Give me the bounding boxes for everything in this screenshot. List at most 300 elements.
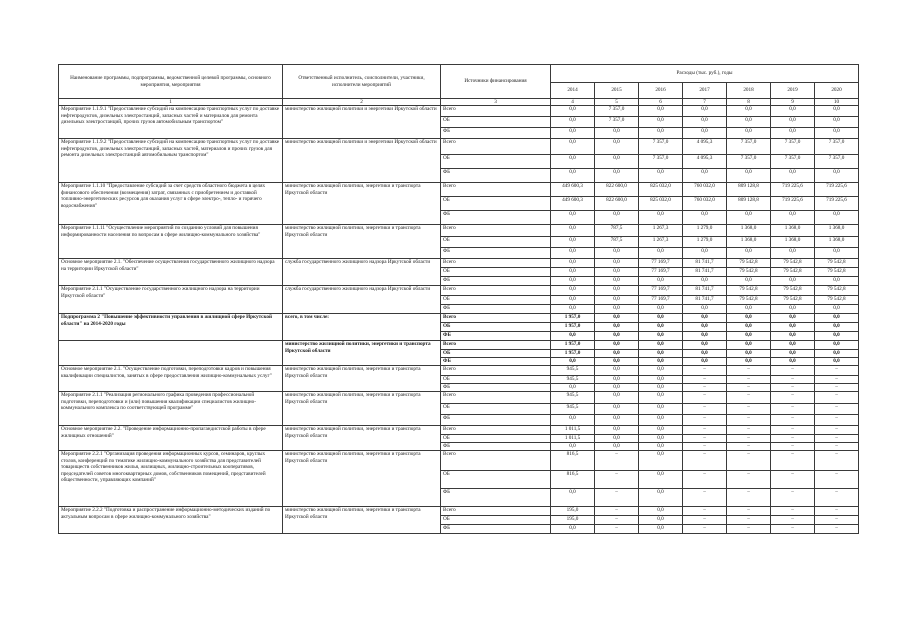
column-index: 5: [595, 99, 639, 106]
expense-value: 825 032,0: [639, 183, 683, 197]
expense-value: 0,0: [595, 376, 639, 384]
expense-value: 0,0: [683, 277, 727, 286]
expense-value: 0,0: [727, 248, 771, 259]
expense-value: –: [815, 426, 859, 435]
expense-value: 760 032,0: [683, 197, 727, 211]
header-year: 2020: [815, 83, 859, 99]
funding-source: ФБ: [441, 277, 551, 286]
item-name: Мероприятие 1.1.9.1 "Предоставление субсидий на компенсацию транспортных услуг по доставке нефтепродуктов, дизельных электростанций, запасных частей и материалов для ремонта дизельных электростанций, прочих грузов автомобильным транспортом": [59, 106, 283, 139]
expense-value: 1 957,0: [551, 323, 595, 332]
expense-value: 719 225,6: [815, 183, 859, 197]
expense-value: –: [595, 471, 639, 489]
expense-value: 822 600,0: [595, 183, 639, 197]
expense-value: 0,0: [639, 314, 683, 323]
expense-value: –: [771, 525, 815, 534]
expense-value: 0,0: [771, 358, 815, 366]
funding-source: ФБ: [441, 169, 551, 183]
expense-value: 77 169,7: [639, 296, 683, 305]
expense-value: 0,0: [771, 332, 815, 341]
item-name: Мероприятие 1.1.11 "Осуществление мероприятий по созданию условий для повышения информированности населения по вопросам в сфере жилищно-коммунального хозяйства": [59, 225, 283, 259]
expense-value: 0,0: [815, 128, 859, 139]
expense-value: –: [595, 489, 639, 507]
expense-value: 7 357,0: [815, 155, 859, 169]
header-executor: Ответственный исполнитель, соисполнители, участники, исполнители мероприятий: [283, 65, 441, 99]
header-source: Источники финансирования: [441, 65, 551, 99]
expense-value: 1 011,5: [551, 426, 595, 435]
expense-value: 760 032,0: [683, 183, 727, 197]
expense-value: 1 957,0: [551, 341, 595, 350]
expense-value: 0,0: [595, 296, 639, 305]
expense-value: 79 542,8: [815, 259, 859, 268]
expense-value: 0,0: [595, 443, 639, 451]
table-row: [59, 183, 859, 197]
expense-value: 79 542,8: [727, 296, 771, 305]
expense-value: 0,0: [727, 314, 771, 323]
expense-value: 0,0: [551, 106, 595, 117]
funding-source: ФБ: [441, 525, 551, 534]
expense-value: 0,0: [639, 323, 683, 332]
expense-value: 0,0: [771, 248, 815, 259]
expense-value: –: [815, 366, 859, 376]
expense-value: –: [683, 471, 727, 489]
expense-value: 0,0: [595, 435, 639, 443]
expense-value: –: [771, 392, 815, 404]
item-name: Основное мероприятие 2.1. "Обеспечение осуществления государственного жилищного надзора на территории Иркутской области": [59, 259, 283, 286]
funding-source: Всего: [441, 225, 551, 237]
expense-value: 0,0: [595, 259, 639, 268]
expense-value: 0,0: [595, 392, 639, 404]
expense-value: 0,0: [683, 358, 727, 366]
funding-source: Всего: [441, 426, 551, 435]
expense-value: 79 542,8: [771, 268, 815, 277]
expense-value: 0,0: [551, 443, 595, 451]
expense-value: 79 542,8: [771, 296, 815, 305]
funding-source: ОБ: [441, 350, 551, 358]
expense-value: 0,0: [815, 106, 859, 117]
expense-value: –: [683, 404, 727, 415]
expense-value: 0,0: [639, 451, 683, 471]
funding-source: Всего: [441, 106, 551, 117]
expense-value: 0,0: [595, 248, 639, 259]
expense-value: 77 169,7: [639, 259, 683, 268]
expense-value: 0,0: [683, 211, 727, 225]
expense-value: 822 600,0: [595, 197, 639, 211]
expense-value: 0,0: [727, 341, 771, 350]
expense-value: –: [595, 516, 639, 525]
expense-value: 945,5: [551, 392, 595, 404]
funding-source: ОБ: [441, 296, 551, 305]
expense-value: 0,0: [639, 415, 683, 426]
expense-value: 0,0: [551, 277, 595, 286]
expense-value: 0,0: [815, 314, 859, 323]
expense-value: 0,0: [771, 211, 815, 225]
item-executor: министерство жилищной политики, энергетики и транспорта Иркутской области: [283, 426, 441, 451]
expense-value: 809 128,8: [727, 197, 771, 211]
expense-value: 0,0: [771, 314, 815, 323]
expense-value: 81 741,7: [683, 286, 727, 296]
expense-value: 0,0: [815, 211, 859, 225]
funding-source: ФБ: [441, 332, 551, 341]
expense-value: 0,0: [683, 305, 727, 314]
expense-value: 0,0: [595, 415, 639, 426]
item-name: Мероприятие 1.1.9.2 "Предоставление субсидий на компенсацию транспортных услуг по доставке нефтепродуктов, дизельных электростанций, запасных частей, материалов и прочих грузов для ремонта дизельных электростанций автомобильным транспортом": [59, 139, 283, 183]
expense-value: –: [771, 489, 815, 507]
expense-value: 1 368,0: [815, 225, 859, 237]
item-executor: министерство жилищной политики, энергетики и транспорта Иркутской области: [283, 451, 441, 507]
expense-value: 0,0: [727, 323, 771, 332]
expense-value: –: [595, 525, 639, 534]
expense-value: 0,0: [683, 117, 727, 128]
funding-source: ОБ: [441, 376, 551, 384]
expense-value: 1 368,0: [771, 237, 815, 248]
expense-value: 0,0: [683, 350, 727, 358]
funding-source: Всего: [441, 314, 551, 323]
expense-value: 7 357,0: [595, 117, 639, 128]
expense-value: –: [727, 525, 771, 534]
expense-value: 0,0: [639, 128, 683, 139]
expense-value: 0,0: [771, 341, 815, 350]
column-index: 1: [59, 99, 283, 106]
item-executor: министерство жилищной политики, энергетики и транспорта Иркутской области: [283, 507, 441, 534]
header-year: 2019: [771, 83, 815, 99]
funding-source: ОБ: [441, 155, 551, 169]
expense-value: 0,0: [639, 106, 683, 117]
funding-source: ФБ: [441, 248, 551, 259]
expense-value: 0,0: [727, 277, 771, 286]
expense-value: 0,0: [639, 516, 683, 525]
funding-source: ФБ: [441, 443, 551, 451]
expense-value: 81 741,7: [683, 259, 727, 268]
expense-value: 0,0: [639, 507, 683, 516]
expense-value: 816,5: [551, 471, 595, 489]
expense-value: 0,0: [595, 341, 639, 350]
expense-value: 719 225,6: [771, 183, 815, 197]
table-row: [59, 392, 859, 404]
expense-value: 0,0: [639, 305, 683, 314]
expense-value: –: [683, 384, 727, 392]
expense-value: –: [727, 435, 771, 443]
funding-source: ФБ: [441, 128, 551, 139]
column-index: 3: [441, 99, 551, 106]
expense-value: 0,0: [727, 358, 771, 366]
expense-value: 0,0: [815, 341, 859, 350]
expense-value: –: [815, 384, 859, 392]
expense-value: 0,0: [727, 350, 771, 358]
expense-value: 0,0: [595, 358, 639, 366]
expense-value: 0,0: [815, 305, 859, 314]
table-row: [59, 426, 859, 435]
expense-value: 0,0: [727, 211, 771, 225]
expense-value: –: [683, 435, 727, 443]
expense-value: 1 957,0: [551, 350, 595, 358]
expense-value: 195,0: [551, 516, 595, 525]
expense-value: 945,5: [551, 404, 595, 415]
expense-value: 79 542,8: [815, 286, 859, 296]
expense-value: 0,0: [639, 525, 683, 534]
expense-value: 81 741,7: [683, 296, 727, 305]
column-index: 8: [727, 99, 771, 106]
expense-value: –: [815, 451, 859, 471]
expense-value: 0,0: [551, 128, 595, 139]
header-year: 2017: [683, 83, 727, 99]
expense-value: 0,0: [815, 248, 859, 259]
expense-value: 0,0: [551, 268, 595, 277]
expense-value: 0,0: [595, 139, 639, 155]
expense-value: –: [683, 392, 727, 404]
expense-value: 0,0: [815, 350, 859, 358]
expense-value: 0,0: [771, 169, 815, 183]
expense-value: 79 542,8: [727, 286, 771, 296]
expense-value: 0,0: [815, 332, 859, 341]
expense-value: 7 357,0: [639, 155, 683, 169]
expense-value: –: [771, 443, 815, 451]
expense-value: 0,0: [551, 117, 595, 128]
expense-value: 0,0: [771, 350, 815, 358]
expense-value: 0,0: [727, 106, 771, 117]
expense-value: –: [727, 366, 771, 376]
expense-value: –: [683, 489, 727, 507]
expense-value: 1 267,3: [639, 225, 683, 237]
funding-source: ОБ: [441, 268, 551, 277]
expense-value: 0,0: [595, 384, 639, 392]
expense-value: 0,0: [595, 268, 639, 277]
item-name: Основное мероприятие 2.2. "Проведение информационно-пропагандистской работы в сфере жилищных отношений": [59, 426, 283, 451]
item-executor: служба государственного жилищного надзора Иркутской области: [283, 286, 441, 314]
expense-value: –: [815, 392, 859, 404]
expense-value: –: [771, 376, 815, 384]
funding-source: ОБ: [441, 516, 551, 525]
table-row: [59, 314, 859, 323]
column-index: 7: [683, 99, 727, 106]
expense-value: –: [683, 366, 727, 376]
expense-value: 719 225,6: [815, 197, 859, 211]
expense-value: 79 542,8: [727, 259, 771, 268]
expense-value: 449 600,3: [551, 197, 595, 211]
expense-value: –: [815, 525, 859, 534]
expense-value: –: [683, 516, 727, 525]
item-name: Мероприятие 2.1.1 "Реализация регионального графика проведения профессиональной подготовки, переподготовки и (или) повышения квалификации специалистов жилищно-коммунального комплекса по соответствующей программе": [59, 392, 283, 426]
expense-value: –: [727, 392, 771, 404]
expense-value: 0,0: [551, 237, 595, 248]
expense-value: 7 357,0: [815, 139, 859, 155]
expense-value: –: [771, 451, 815, 471]
expense-value: 0,0: [551, 415, 595, 426]
expense-value: 0,0: [771, 128, 815, 139]
expense-value: 0,0: [771, 305, 815, 314]
expense-value: 0,0: [815, 169, 859, 183]
expense-value: 0,0: [639, 341, 683, 350]
expense-value: 0,0: [639, 277, 683, 286]
funding-source: ФБ: [441, 384, 551, 392]
expense-value: 945,5: [551, 366, 595, 376]
expense-value: 0,0: [639, 489, 683, 507]
table-row: [59, 366, 859, 376]
expense-value: 0,0: [683, 323, 727, 332]
expense-value: 77 169,7: [639, 268, 683, 277]
item-name: Мероприятие 2.2.2 "Подготовка и распространение информационно-методических изданий по актуальным вопросам в сфере жилищно-коммунального хозяйства": [59, 507, 283, 534]
funding-source: Всего: [441, 259, 551, 268]
expense-value: 195,0: [551, 507, 595, 516]
funding-source: Всего: [441, 139, 551, 155]
expense-value: 816,5: [551, 451, 595, 471]
funding-source: ОБ: [441, 237, 551, 248]
expense-value: 1 368,0: [771, 225, 815, 237]
expense-value: –: [815, 376, 859, 384]
expense-value: –: [771, 366, 815, 376]
expense-value: 0,0: [771, 117, 815, 128]
expense-value: 0,0: [639, 435, 683, 443]
expense-value: 4 095,3: [683, 155, 727, 169]
expense-value: 0,0: [727, 305, 771, 314]
column-index: 9: [771, 99, 815, 106]
expense-value: –: [771, 507, 815, 516]
expense-value: 0,0: [595, 211, 639, 225]
expense-value: –: [727, 451, 771, 471]
item-executor: служба государственного жилищного надзора Иркутской области: [283, 259, 441, 286]
expense-value: 0,0: [551, 225, 595, 237]
expense-value: 0,0: [683, 128, 727, 139]
expense-value: 0,0: [727, 169, 771, 183]
column-index: 4: [551, 99, 595, 106]
item-executor: министерство жилищной политики, энергетики и транспорта Иркутской области: [283, 366, 441, 392]
expense-value: 0,0: [595, 332, 639, 341]
expense-value: 0,0: [595, 286, 639, 296]
expense-value: 0,0: [771, 277, 815, 286]
expense-value: –: [815, 415, 859, 426]
expense-value: 0,0: [595, 366, 639, 376]
expense-value: 0,0: [595, 404, 639, 415]
expense-value: 0,0: [551, 358, 595, 366]
expense-value: 0,0: [551, 211, 595, 225]
expense-value: 0,0: [595, 305, 639, 314]
item-executor: министерство жилищной политики, энергетики и транспорта Иркутской области: [283, 341, 441, 366]
expense-value: 0,0: [595, 128, 639, 139]
expense-value: 0,0: [551, 489, 595, 507]
expense-value: –: [727, 376, 771, 384]
expense-value: –: [815, 489, 859, 507]
expense-value: 79 542,8: [815, 296, 859, 305]
funding-source: ФБ: [441, 415, 551, 426]
expense-value: 0,0: [595, 350, 639, 358]
expense-value: 0,0: [639, 404, 683, 415]
expense-value: 0,0: [595, 155, 639, 169]
expense-value: 0,0: [595, 314, 639, 323]
funding-source: ОБ: [441, 471, 551, 489]
expense-value: 0,0: [771, 323, 815, 332]
expense-value: –: [727, 471, 771, 489]
expense-value: 0,0: [815, 277, 859, 286]
column-index: 6: [639, 99, 683, 106]
expense-value: –: [727, 507, 771, 516]
expense-value: 0,0: [551, 155, 595, 169]
expense-value: –: [727, 426, 771, 435]
item-name: Мероприятие 1.1.10 "Предоставление субсидий за счет средств областного бюджета в целях финансового обеспечения (возмещения) затрат, связанных с приобретением и доставкой топливно-энергетических ресурсов для оказания услуг в сфере электро-, тепло- и горячего водоснабжения": [59, 183, 283, 225]
expense-value: 0,0: [639, 117, 683, 128]
funding-source: ОБ: [441, 404, 551, 415]
expense-value: –: [683, 507, 727, 516]
expense-value: 787,5: [595, 237, 639, 248]
expense-value: 0,0: [639, 366, 683, 376]
budget-document: [58, 64, 858, 534]
funding-source: Всего: [441, 507, 551, 516]
expense-value: 1 368,0: [727, 237, 771, 248]
expense-value: 0,0: [639, 392, 683, 404]
expense-value: –: [683, 525, 727, 534]
expense-value: 0,0: [683, 341, 727, 350]
expense-value: 0,0: [551, 305, 595, 314]
header-name: Наименование программы, подпрограммы, ведомственной целевой программы, основного мероприятия, мероприятия: [59, 65, 283, 99]
expense-value: 1 267,3: [639, 237, 683, 248]
expense-value: 79 542,8: [815, 268, 859, 277]
expense-value: 79 542,8: [771, 259, 815, 268]
expense-value: –: [815, 507, 859, 516]
expense-value: –: [771, 435, 815, 443]
expense-value: 7 357,0: [595, 106, 639, 117]
funding-source: Всего: [441, 286, 551, 296]
header-year: 2016: [639, 83, 683, 99]
funding-source: ФБ: [441, 489, 551, 507]
table-row: [59, 139, 859, 155]
expense-value: 0,0: [639, 376, 683, 384]
expense-value: 0,0: [639, 443, 683, 451]
expense-value: –: [771, 471, 815, 489]
funding-source: ОБ: [441, 435, 551, 443]
expense-value: –: [815, 404, 859, 415]
expense-value: 0,0: [551, 169, 595, 183]
item-name: Подпрограмма 2 "Повышение эффективности управления в жилищной сфере Иркутской области" на 2014-2020 годы: [59, 314, 283, 341]
expense-value: 0,0: [595, 277, 639, 286]
expense-value: 7 357,0: [771, 155, 815, 169]
expense-value: –: [727, 404, 771, 415]
table-row: [59, 341, 859, 350]
funding-source: Всего: [441, 366, 551, 376]
table-row: [59, 286, 859, 296]
expense-value: –: [815, 435, 859, 443]
expense-value: 1 279,0: [683, 225, 727, 237]
expense-value: –: [727, 489, 771, 507]
expense-value: –: [683, 451, 727, 471]
funding-source: Всего: [441, 183, 551, 197]
expense-value: 449 600,3: [551, 183, 595, 197]
expense-value: –: [771, 426, 815, 435]
expense-value: 0,0: [551, 259, 595, 268]
expense-value: 0,0: [727, 332, 771, 341]
expense-value: –: [815, 516, 859, 525]
expense-value: 0,0: [815, 323, 859, 332]
expense-value: 7 357,0: [639, 139, 683, 155]
expense-value: 0,0: [595, 426, 639, 435]
expense-value: 0,0: [551, 332, 595, 341]
expense-value: 0,0: [815, 117, 859, 128]
column-index: 10: [815, 99, 859, 106]
expense-value: 0,0: [639, 426, 683, 435]
item-executor: всего, в том числе:: [283, 314, 441, 341]
header-expenses: Расходы (тыс. руб.), годы: [551, 65, 859, 83]
expense-value: –: [727, 415, 771, 426]
expense-value: 79 542,8: [727, 268, 771, 277]
expense-value: 1 368,0: [727, 225, 771, 237]
item-name: [59, 341, 283, 366]
table-row: [59, 451, 859, 471]
expense-value: 719 225,6: [771, 197, 815, 211]
funding-source: ФБ: [441, 211, 551, 225]
item-executor: министерство жилищной политики, энергетики и транспорта Иркутской области: [283, 225, 441, 259]
expense-value: 787,5: [595, 225, 639, 237]
expense-value: –: [771, 384, 815, 392]
expense-value: 0,0: [683, 332, 727, 341]
expense-value: 1 957,0: [551, 314, 595, 323]
funding-source: ОБ: [441, 117, 551, 128]
